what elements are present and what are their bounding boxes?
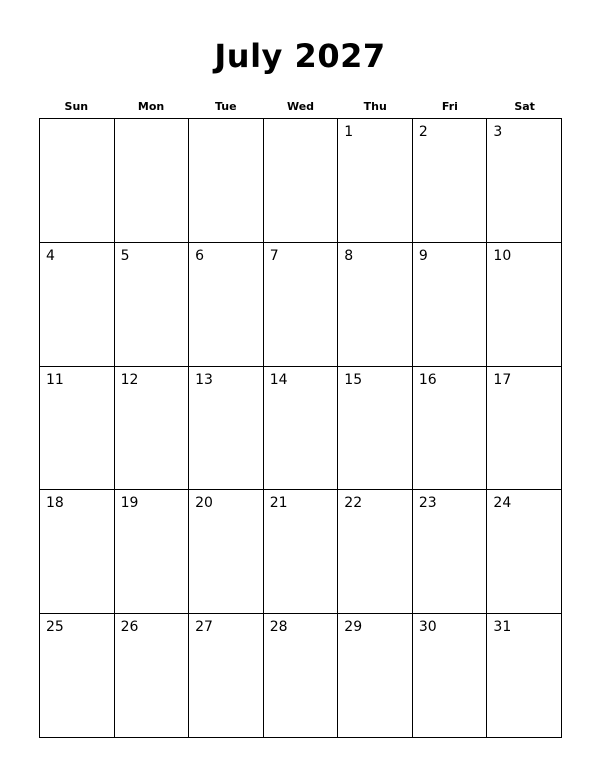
- day-number: 14: [269, 371, 288, 388]
- day-number: 30: [418, 619, 437, 636]
- day-cell: [189, 119, 264, 243]
- day-cell: [487, 367, 562, 491]
- day-number: 29: [344, 619, 363, 636]
- day-number: 18: [46, 495, 64, 512]
- day-cell: [338, 614, 413, 738]
- day-cell: [413, 614, 488, 738]
- day-cell: [40, 119, 115, 243]
- day-number: 24: [493, 495, 512, 512]
- day-number: 4: [46, 247, 55, 264]
- day-cell: [413, 367, 488, 491]
- day-number: 23: [418, 495, 437, 512]
- day-number: 28: [269, 619, 288, 636]
- day-number: 25: [46, 619, 64, 636]
- day-cell: [264, 243, 339, 367]
- calendar-grid: [39, 118, 562, 738]
- day-cell: [264, 614, 339, 738]
- day-number: 20: [195, 495, 213, 512]
- day-number: 5: [120, 247, 130, 264]
- day-cell: [40, 614, 115, 738]
- weekday-wed: Wed: [286, 100, 315, 113]
- day-cell: [115, 614, 190, 738]
- day-cell: [487, 119, 562, 243]
- day-cell: [487, 490, 562, 614]
- day-number: 26: [120, 619, 139, 636]
- day-number: 27: [195, 619, 213, 636]
- day-cell: [338, 490, 413, 614]
- day-cell: [189, 243, 264, 367]
- day-cell: [40, 490, 115, 614]
- day-number: 1: [344, 124, 354, 140]
- day-cell: [115, 243, 190, 367]
- day-number: 10: [493, 247, 512, 264]
- weekday-mon: Mon: [137, 100, 165, 113]
- day-number: 16: [418, 371, 437, 388]
- calendar-title: July 2027: [214, 37, 386, 75]
- day-number: 21: [269, 495, 288, 512]
- day-cell: [189, 614, 264, 738]
- day-cell: [264, 367, 339, 491]
- day-number: 17: [493, 371, 512, 388]
- day-number: 12: [120, 371, 139, 388]
- day-cell: [189, 490, 264, 614]
- day-cell: [413, 119, 488, 243]
- weekday-tue: Tue: [214, 100, 237, 113]
- day-cell: [264, 490, 339, 614]
- weekday-thu: Thu: [363, 100, 387, 113]
- day-cell: [338, 367, 413, 491]
- weekday-sat: Sat: [514, 100, 535, 113]
- day-number: 9: [418, 247, 428, 264]
- day-cell: [115, 367, 190, 491]
- day-number: 15: [344, 371, 363, 388]
- day-cell: [487, 614, 562, 738]
- day-number: 11: [46, 371, 64, 388]
- weekday-fri: Fri: [441, 100, 458, 113]
- day-number: 22: [344, 495, 363, 512]
- day-cell: [338, 243, 413, 367]
- day-number: 8: [344, 247, 354, 264]
- day-cell: [413, 243, 488, 367]
- day-number: 13: [195, 371, 213, 388]
- day-number: 3: [493, 124, 503, 140]
- day-number: 31: [493, 619, 512, 636]
- day-cell: [40, 243, 115, 367]
- day-number: 7: [269, 247, 279, 264]
- day-cell: [115, 490, 190, 614]
- day-cell: [264, 119, 339, 243]
- weekday-header: [39, 99, 562, 115]
- day-number: 19: [120, 495, 139, 512]
- day-cell: [189, 367, 264, 491]
- weekday-sun: Sun: [64, 100, 89, 113]
- day-number: 6: [195, 247, 205, 264]
- day-cell: [413, 490, 488, 614]
- day-cell: [487, 243, 562, 367]
- day-cell: [115, 119, 190, 243]
- day-number: 2: [418, 124, 428, 140]
- day-cell: [40, 367, 115, 491]
- day-cell: [338, 119, 413, 243]
